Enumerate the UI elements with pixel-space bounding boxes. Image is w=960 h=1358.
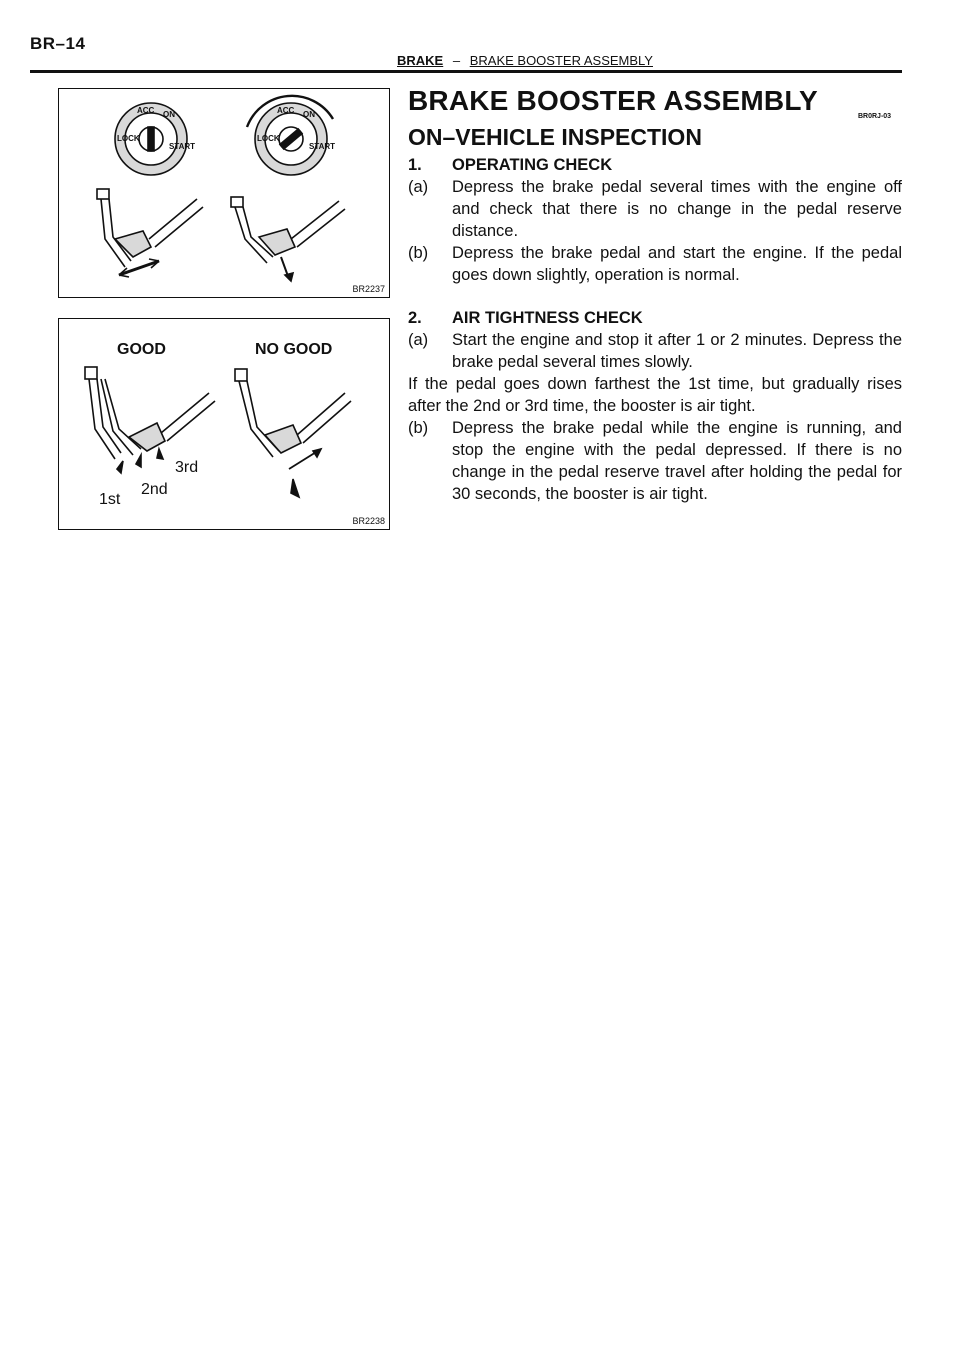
- figure-air-tightness: [58, 318, 390, 530]
- section-1-heading: [408, 154, 902, 176]
- section-2-b-label: (b): [408, 419, 429, 437]
- section-2-a: [408, 329, 902, 373]
- section-1-number: 1.: [408, 156, 422, 174]
- section-2-note: If the pedal goes down farthest the 1st time, but gradually rises after the 2nd or 3rd time, the booster is air tight.: [408, 375, 902, 415]
- section-2-number: 2.: [408, 309, 422, 327]
- good-label: GOOD: [117, 341, 166, 358]
- section-1-b-label: (b): [408, 244, 429, 262]
- switch-lock-left: LOCK: [117, 134, 140, 143]
- spacer: [408, 286, 902, 307]
- section-1-title: OPERATING CHECK: [452, 156, 613, 174]
- third-label: 3rd: [175, 459, 199, 476]
- section-2-title: AIR TIGHTNESS CHECK: [452, 309, 643, 327]
- switch-on-right: ON: [303, 110, 315, 119]
- section-1-b-text: Depress the brake pedal and start the engine. If the pedal goes down slightly, operation is normal.: [452, 244, 902, 284]
- header-section: BRAKE: [397, 53, 444, 68]
- switch-start-left: START: [169, 142, 196, 151]
- no-good-label: NO GOOD: [255, 341, 333, 358]
- section-1-a-label: (a): [408, 178, 429, 196]
- switch-lock-right: LOCK: [257, 134, 280, 143]
- figure-id-br2238: BR2238: [352, 516, 385, 526]
- switch-start-right: START: [309, 142, 336, 151]
- header-subsection: BRAKE BOOSTER ASSEMBLY: [469, 53, 653, 68]
- figure-operating-check: [58, 88, 390, 298]
- section-2-a-label: (a): [408, 331, 429, 349]
- section-2-b-text: Depress the brake pedal while the engine is running, and stop the engine with the pedal depressed. If there is no change in the pedal reserve travel after holding the pedal for 30 seconds, the booster is air tight.: [452, 419, 902, 503]
- page-subtitle: ON–VEHICLE INSPECTION: [408, 124, 702, 150]
- main-content: [408, 84, 902, 505]
- header-rule: [30, 70, 902, 73]
- section-2-b: [408, 417, 902, 505]
- section-1-a-text: Depress the brake pedal several times with the engine off and check that there is no change in the pedal reserve distance.: [452, 178, 902, 240]
- header-dash: –: [452, 53, 461, 68]
- second-label: 2nd: [141, 481, 168, 498]
- section-1-b: [408, 242, 902, 286]
- figure-id-br2237: BR2237: [352, 284, 385, 294]
- switch-acc-left: ACC: [137, 106, 155, 115]
- switch-on-left: ON: [163, 110, 175, 119]
- doc-code: BR0RJ-03: [858, 113, 892, 120]
- section-1-a: [408, 176, 902, 242]
- switch-acc-right: ACC: [277, 106, 295, 115]
- section-2-a-text: Start the engine and stop it after 1 or 2 minutes. Depress the brake pedal several times slowly.: [452, 331, 902, 371]
- running-header: [397, 53, 653, 68]
- figure-operating-check-illustration: [59, 89, 389, 297]
- page-title: BRAKE BOOSTER ASSEMBLY: [408, 85, 818, 116]
- page-number: BR–14: [30, 34, 86, 53]
- first-label: 1st: [99, 491, 121, 508]
- section-2-heading: [408, 307, 902, 329]
